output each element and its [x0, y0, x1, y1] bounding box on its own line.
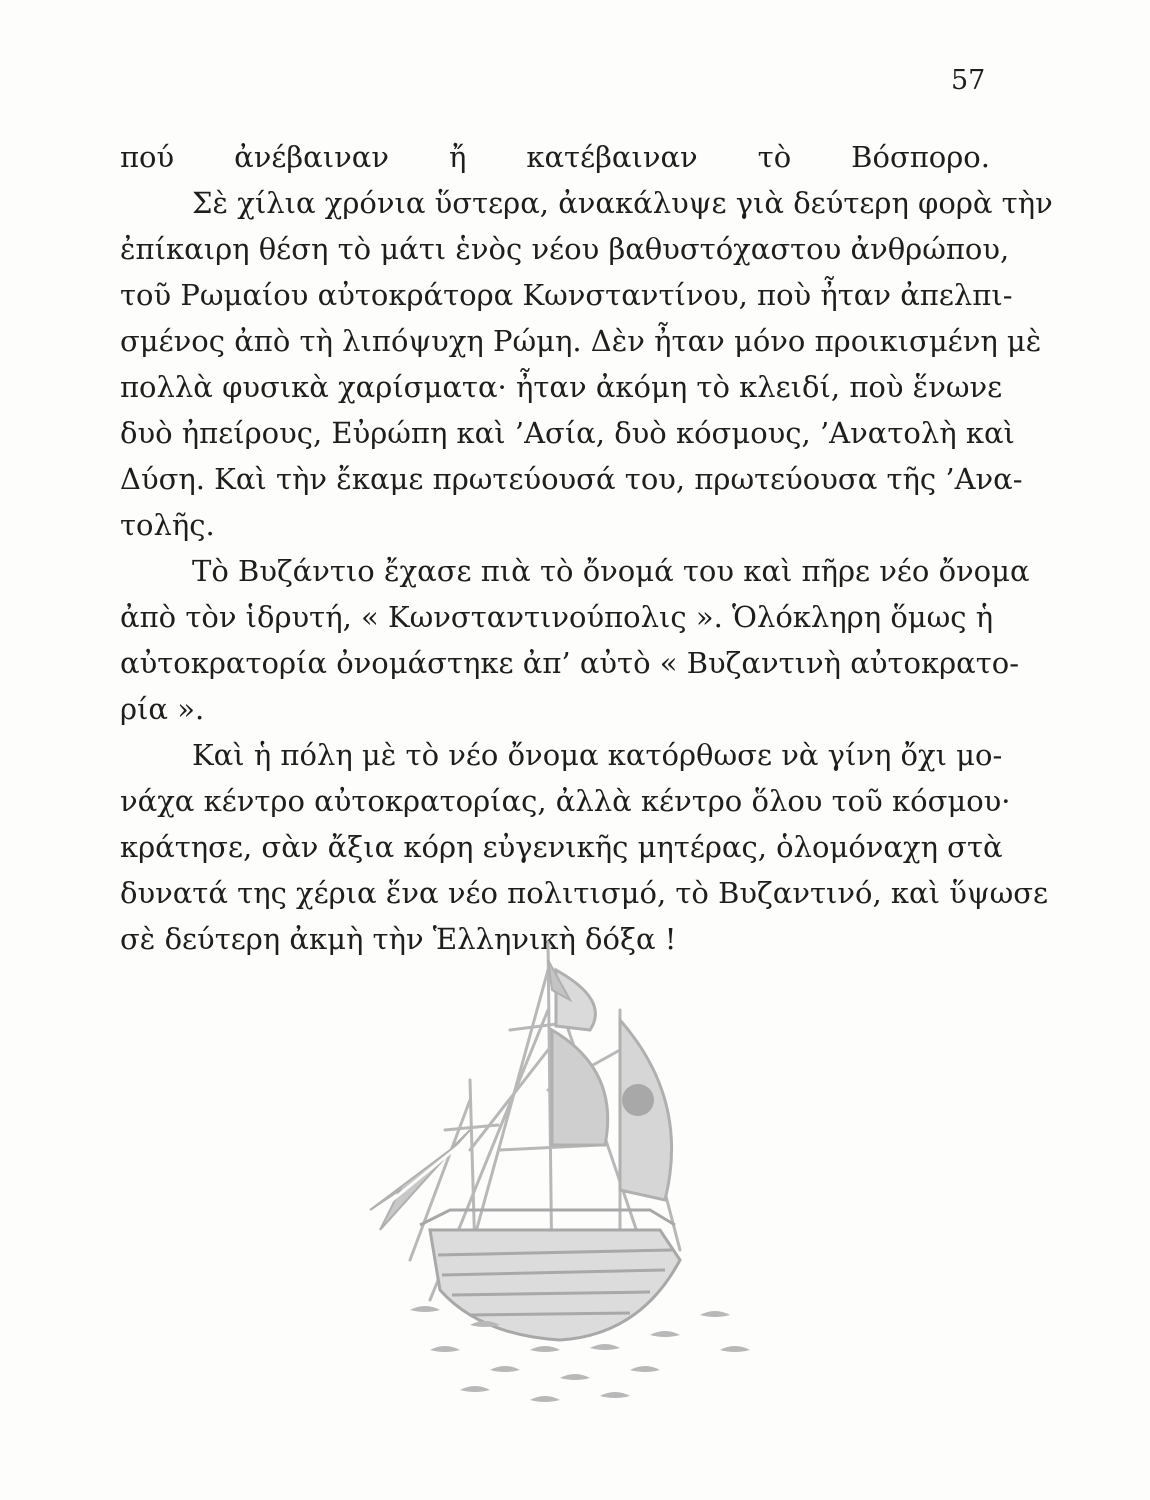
- sailing-ship-icon: [320, 930, 800, 1410]
- body-text: [120, 134, 1053, 962]
- text-line: Τὸ Βυζάντιο ἔχασε πιὰ τὸ ὄνομά του καὶ πῆρε νέο ὄνομα: [192, 554, 1030, 588]
- text-line: νάχα κέντρο αὐτοκρατορίας, ἀλλὰ κέντρο ὅλου τοῦ κόσμου·: [120, 784, 1011, 818]
- page-number: 57: [951, 65, 986, 96]
- text-line: Δύση. Καὶ τὴν ἔκαμε πρωτεύουσά του, πρωτεύουσα τῆς ’Ανα-: [120, 462, 1023, 496]
- text-line: ἀπὸ τὸν ἱδρυτή, « Κωνσταντινούπολις ». Ὁλόκληρη ὅμως ἡ: [120, 600, 994, 634]
- text-line: τοῦ Ρωμαίου αὐτοκράτορα Κωνσταντίνου, ποὺ ἦταν ἀπελπι-: [120, 278, 1013, 312]
- text-line: δυνατά της χέρια ἕνα νέο πολιτισμό, τὸ Βυζαντινό, καὶ ὕψωσε: [120, 876, 1049, 910]
- text-line: κράτησε, σὰν ἄξια κόρη εὐγενικῆς μητέρας, ὁλομόναχη στὰ: [120, 830, 1003, 864]
- text-line: Καὶ ἡ πόλη μὲ τὸ νέο ὄνομα κατόρθωσε νὰ γίνη ὄχι μο-: [192, 738, 1003, 772]
- text-line: Σὲ χίλια χρόνια ὕστερα, ἀνακάλυψε γιὰ δεύτερη φορὰ τὴν: [192, 186, 1053, 220]
- text-line: αὐτοκρατορία ὀνομάστηκε ἀπ’ αὐτὸ « Βυζαντινὴ αὐτοκρατο-: [120, 646, 1020, 680]
- text-line: σμένος ἀπὸ τὴ λιπόψυχη Ρώμη. Δὲν ἦταν μόνο προικισμένη μὲ: [120, 324, 1042, 358]
- text-line: τολῆς.: [120, 508, 215, 542]
- text-line: ρία ».: [120, 692, 205, 726]
- text-line: πολλὰ φυσικὰ χαρίσματα· ἦταν ἀκόμη τὸ κλειδί, ποὺ ἕνωνε: [120, 370, 1003, 404]
- text-line: σὲ δεύτερη ἀκμὴ τὴν Ἑλληνικὴ δόξα !: [120, 922, 677, 956]
- text-line: δυὸ ἠπείρους, Εὐρώπη καὶ ’Ασία, δυὸ κόσμους, ’Ανατολὴ καὶ: [120, 416, 1015, 450]
- text-line: ἐπίκαιρη θέση τὸ μάτι ἑνὸς νέου βαθυστόχαστου ἀνθρώπου,: [120, 232, 1010, 266]
- text-line: πού ἀνέβαιναν ἤ κατέβαιναν τὸ Βόσπορο.: [120, 140, 990, 174]
